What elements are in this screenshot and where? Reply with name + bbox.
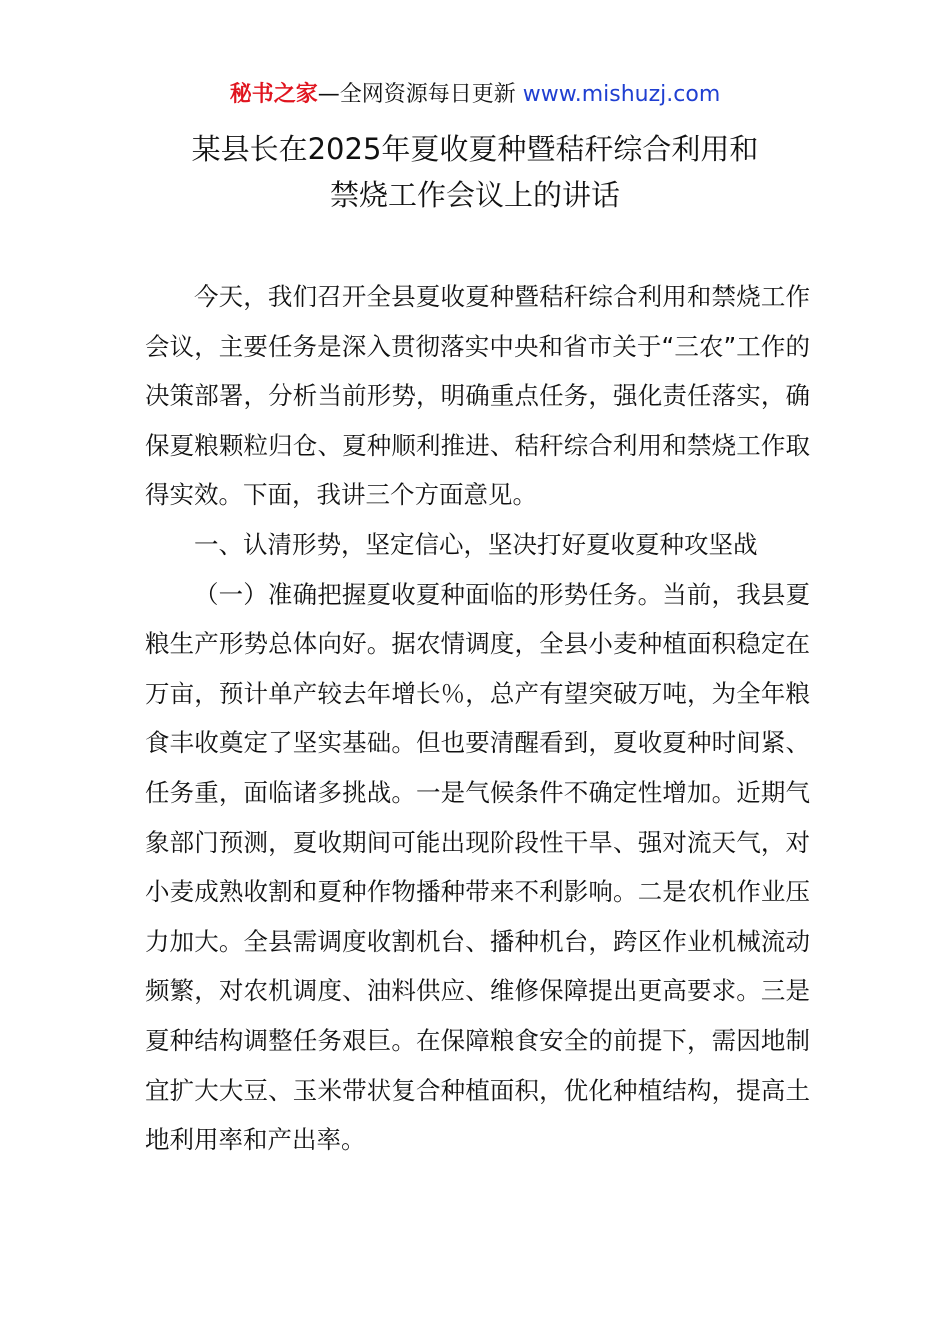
site-name: 秘书之家 xyxy=(229,82,318,107)
section-heading-1: 一、认清形势，坚定信心，坚决打好夏收夏种攻坚战 xyxy=(194,529,758,559)
site-tagline: —全网资源每日更新 xyxy=(317,82,523,107)
paragraph-situation: （一）准确把握夏收夏种面临的形势任务。当前，我县夏粮生产形势总体向好。据农情调度，全县小麦种植面积稳定在万亩，预计单产较去年增长％，总产有望突破万吨，为全年粮食丰收奠定了坚实基础。但也要清醒看到，夏收夏种时间紧、任务重，面临诸多挑战。一是气候条件不确定性增加。近期气象部门预测，夏收期间可能出现阶段性干旱、强对流天气，对小麦成熟收割和夏种作物播种带来不利影响。二是农机作业压力加大。全县需调度收割机台、播种机台，跨区作业机械流动频繁，对农机调度、油料供应、维修保障提出更高要求。三是夏种结构调整任务艰巨。在保障粮食安全的前提下，需因地制宜扩大大豆、玉米带状复合种植面积，优化种植结构，提高土地利用率和产出率。 xyxy=(145,579,810,1155)
paragraph-intro: 今天，我们召开全县夏收夏种暨秸秆综合利用和禁烧工作会议，主要任务是深入贯彻落实中央和省市关于“三农”工作的决策部署，分析当前形势，明确重点任务，强化责任落实，确保夏粮颗粒归仓、夏种顺利推进、秸秆综合利用和禁烧工作取得实效。下面，我讲三个方面意见。 xyxy=(145,282,810,510)
document-body xyxy=(145,272,810,1165)
document-title xyxy=(110,126,840,218)
site-url-link[interactable]: www.mishuzj.com xyxy=(522,82,721,107)
title-line-1: 某县长在2025年夏收夏种暨秸秆综合利用和 xyxy=(191,132,759,166)
title-line-2: 禁烧工作会议上的讲话 xyxy=(329,178,620,212)
site-header xyxy=(0,78,950,112)
